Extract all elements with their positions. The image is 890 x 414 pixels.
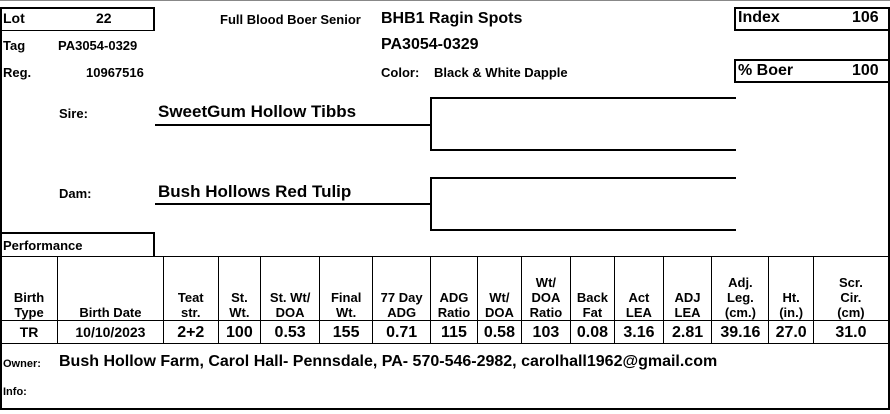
breed-class: Full Blood Boer Senior bbox=[220, 12, 361, 27]
header-adj-leg: Adj. Leg. (cm.) bbox=[712, 257, 769, 321]
info-label: Info: bbox=[3, 386, 27, 398]
performance-table bbox=[0, 256, 889, 344]
header-scr-cir: Scr. Cir. (cm) bbox=[813, 257, 888, 321]
color-value: Black & White Dapple bbox=[434, 65, 568, 80]
sire-name: SweetGum Hollow Tibbs bbox=[158, 102, 357, 121]
header-final-wt: Final Wt. bbox=[320, 257, 373, 321]
header-adj-lea: ADJ LEA bbox=[663, 257, 712, 321]
dam-name: Bush Hollows Red Tulip bbox=[158, 182, 352, 201]
pct-boer-label: % Boer bbox=[738, 62, 794, 79]
header-back-fat: Back Fat bbox=[570, 257, 614, 321]
value-adg-ratio: 115 bbox=[431, 321, 478, 344]
value-teat-str: 2+2 bbox=[163, 321, 218, 344]
owner-value: Bush Hollow Farm, Carol Hall- Pennsdale, PA- 570-546-2982, carolhall1962@gmail.com bbox=[59, 353, 718, 370]
value-wt-doa-ratio: 103 bbox=[522, 321, 571, 344]
value-act-lea: 3.16 bbox=[615, 321, 664, 344]
reg-label: Reg. bbox=[3, 65, 32, 80]
value-back-fat: 0.08 bbox=[570, 321, 614, 344]
header-st-wt: St. Wt. bbox=[218, 257, 260, 321]
header-act-lea: Act LEA bbox=[615, 257, 664, 321]
header-wt-doa: Wt/ DOA bbox=[477, 257, 521, 321]
lot-value: 22 bbox=[96, 10, 112, 26]
value-scr-cir: 31.0 bbox=[813, 321, 888, 344]
value-ht: 27.0 bbox=[769, 321, 813, 344]
value-adj-lea: 2.81 bbox=[663, 321, 712, 344]
header-st-wt-doa: St. Wt/ DOA bbox=[261, 257, 320, 321]
value-st-wt: 100 bbox=[218, 321, 260, 344]
pct-boer-value: 100 bbox=[852, 62, 879, 79]
header-ht: Ht. (in.) bbox=[769, 257, 813, 321]
value-wt-doa: 0.58 bbox=[477, 321, 521, 344]
header-adg-ratio: ADG Ratio bbox=[431, 257, 478, 321]
performance-label: Performance bbox=[3, 238, 83, 253]
value-adj-leg: 39.16 bbox=[712, 321, 769, 344]
performance-value-row bbox=[1, 321, 889, 344]
index-value: 106 bbox=[852, 9, 879, 26]
color-label: Color: bbox=[381, 65, 420, 80]
header-wt-doa-ratio: Wt/ DOA Ratio bbox=[522, 257, 571, 321]
value-birth-date: 10/10/2023 bbox=[58, 321, 164, 344]
lot-label: Lot bbox=[3, 10, 25, 26]
tag-label: Tag bbox=[3, 38, 26, 53]
reg-value: 10967516 bbox=[86, 65, 144, 80]
header-birth-date: Birth Date bbox=[58, 257, 164, 321]
index-label: Index bbox=[738, 9, 780, 26]
value-st-wt-doa: 0.53 bbox=[261, 321, 320, 344]
animal-name: BHB1 Ragin Spots bbox=[381, 10, 523, 27]
header-teat-str: Teat str. bbox=[163, 257, 218, 321]
performance-header-row bbox=[1, 257, 889, 321]
value-final-wt: 155 bbox=[320, 321, 373, 344]
tag-value: PA3054-0329 bbox=[58, 38, 138, 53]
sire-label: Sire: bbox=[59, 106, 88, 121]
header-77-day-adg: 77 Day ADG bbox=[373, 257, 431, 321]
animal-tag: PA3054-0329 bbox=[381, 36, 479, 53]
dam-label: Dam: bbox=[59, 186, 92, 201]
value-77-day-adg: 0.71 bbox=[373, 321, 431, 344]
value-birth-type: TR bbox=[1, 321, 58, 344]
header-birth-type: Birth Type bbox=[1, 257, 58, 321]
owner-label: Owner: bbox=[3, 358, 41, 370]
